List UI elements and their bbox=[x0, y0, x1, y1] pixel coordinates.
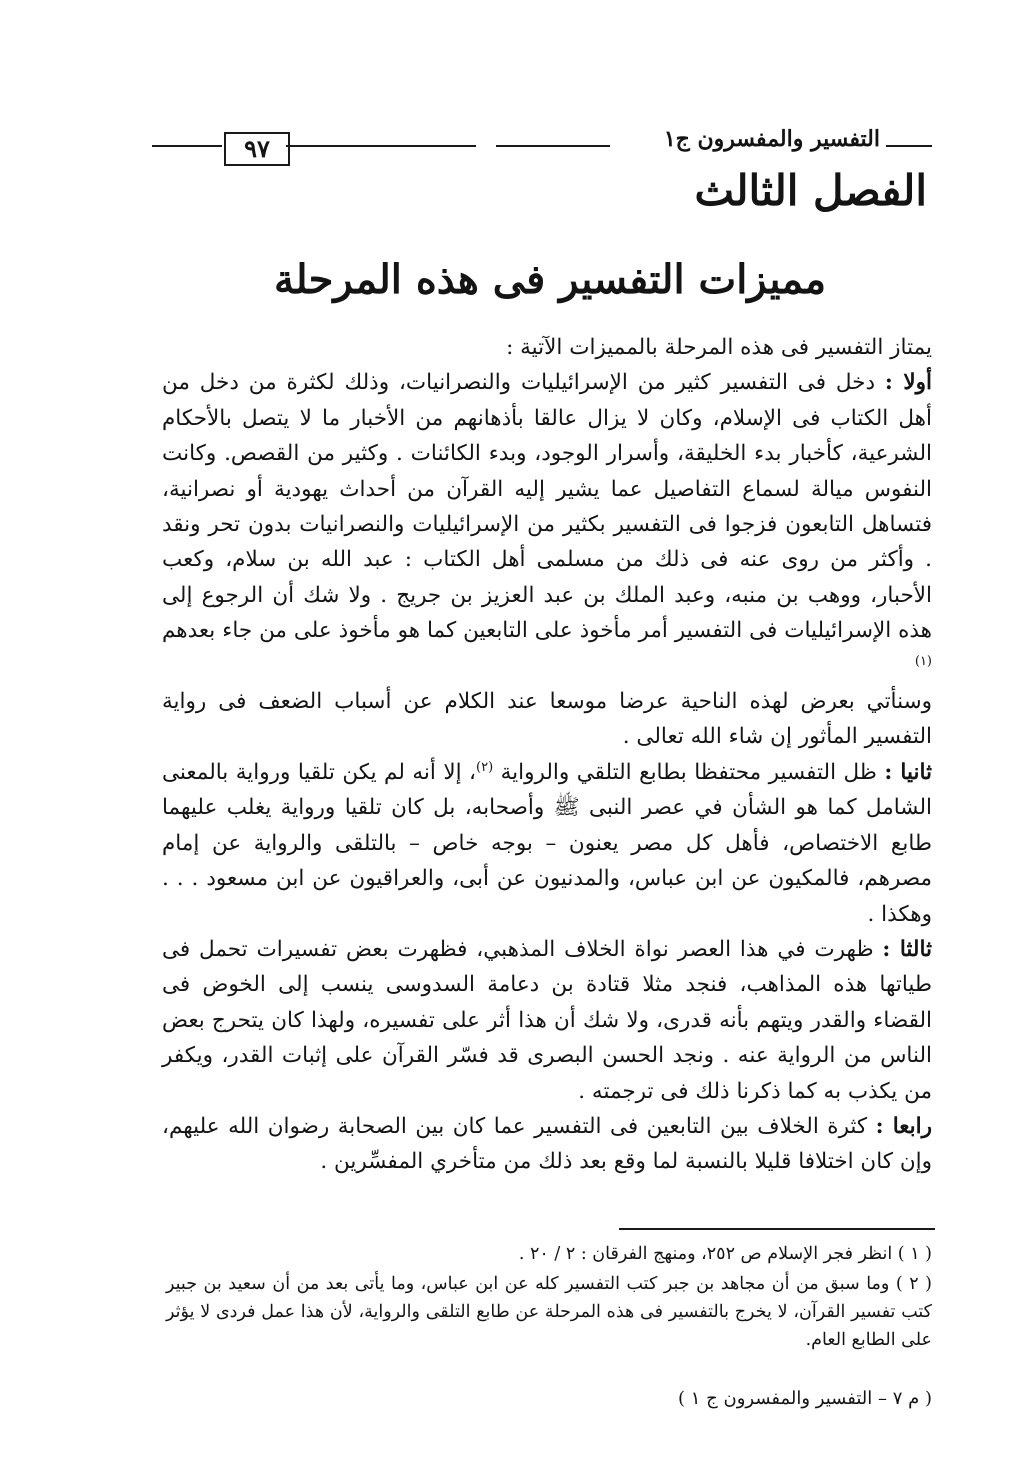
footnotes bbox=[166, 1240, 932, 1354]
point-lead: رابعا : bbox=[875, 1113, 933, 1139]
running-header bbox=[152, 126, 932, 166]
section-title: مميزات التفسير فى هذه المرحلة bbox=[273, 256, 826, 303]
footnote-1: ( ١ ) انظر فجر الإسلام ص ٢٥٢، ومنهج الفرقان : ٢ / ٢٠ . bbox=[518, 1244, 932, 1264]
page-number: ٩٧ bbox=[224, 132, 290, 166]
point-text: كثرة الخلاف بين التابعين فى التفسير عما كان بين الصحابة رضوان الله عليهم، وإن كان اختلافا قليلا بالنسبة لما وقع بعد ذلك من متأخري المفسِّرين . bbox=[162, 1113, 932, 1175]
point-text: وسنأتي بعرض لهذه الناحية عرضا موسعا عند الكلام عن أسباب الضعف فى رواية التفسير المأثور إن شاء الله تعالى . bbox=[162, 689, 932, 750]
point-lead: ثانيا : bbox=[884, 759, 932, 785]
point-text: ظل التفسير محتفظا بطابع التلقي والرواية bbox=[500, 759, 885, 785]
point-text: دخل فى التفسير كثير من الإسرائيليات والنصرانيات، وذلك لكثرة من دخل من أهل الكتاب فى الإسلام، وكان لا يزال عالقا بأذهانهم من الأخبار ما لا يتصل بالأحكام الشرعية، كأخبار بدء الخليقة، وأسرار الوجود، وبدء الكائنات . وكثير من القصص. وكانت النفوس ميالة لسماع التفاصيل عما يشير إليه القرآن من أحداث يهودية أو نصرانية، فتساهل التابعون فزجوا فى التفسير بكثير من الإسرائيليات والنصرانيات بدون تحر ونقد . وأكثر من روى عنه فى ذلك من مسلمى أهل الكتاب : عبد الله بن سلام، وكعب الأحبار، ووهب بن منبه، وعبد الملك بن عبد العزيز بن جريج . ولا شك أن الرجوع إلى هذه الإسرائيليات فى التفسير أمر مأخوذ على التابعين كما هو مأخوذ على من جاء بعدهم bbox=[162, 370, 932, 644]
paragraph-continuation bbox=[162, 684, 932, 755]
footnote-2: ( ٢ ) وما سبق من أن مجاهد بن جبر كتب التفسير كله عن ابن عباس، وما يأتى بعد من أن سعيد بن جبير كتب تفسير القرآن، لا يخرج بالتفسير فى هذه المرحلة عن طابع التلقى والرواية، لأن هذا عمل فردى لا يؤثر على الطابع العام. bbox=[166, 1274, 933, 1350]
chapter-title: الفصل الثالث bbox=[694, 166, 927, 215]
paragraph-first-point bbox=[162, 365, 932, 684]
header-rule-center bbox=[286, 145, 476, 147]
intro-paragraph: يمتاز التفسير فى هذه المرحلة بالمميزات الآتية : bbox=[506, 335, 932, 360]
running-header-title: التفسير والمفسرون ج١ bbox=[663, 126, 880, 152]
paragraph-third-point bbox=[162, 932, 932, 1109]
header-rule-left bbox=[152, 145, 222, 147]
paragraph-second-point bbox=[162, 755, 932, 932]
header-rule-middle bbox=[496, 145, 610, 147]
footnote-ref: (٢) bbox=[476, 759, 494, 775]
paragraph-fourth-point bbox=[162, 1109, 932, 1180]
point-lead: ثالثا : bbox=[882, 936, 932, 962]
point-text: ظهرت في هذا العصر نواة الخلاف المذهبي، فظهرت بعض تفسيرات تحمل فى طياتها هذه المذاهب، فنجد مثلا قتادة بن دعامة السدوسى ينسب إلى الخوض فى القضاء والقدر ويتهم بأنه قدرى، ولا شك أن هذا أثر على تفسيره، ولهذا كان يتحرج بعض الناس من الرواية عنه . ونجد الحسن البصرى قد فسّر القرآن على إثبات القدر، ويكفر من يكذب به كما ذكرنا ذلك فى ترجمته . bbox=[162, 936, 932, 1104]
point-lead: أولا : bbox=[884, 370, 932, 396]
signature-mark: ( م ٧ – التفسير والمفسرون ج ١ ) bbox=[678, 1388, 932, 1409]
header-rule-right bbox=[886, 145, 932, 147]
body-text bbox=[162, 330, 932, 1180]
footnote-separator bbox=[619, 1228, 935, 1230]
point-text-continued: ، إلا أنه لم يكن تلقيا ورواية بالمعنى الشامل كما هو الشأن في عصر النبى ﷺ وأصحابه، بل كان تلقيا ورواية يغلب عليهما طابع الاختصاص، فأهل كل مصر يعنون – بوجه خاص – بالتلقى والرواية عن إمام مصرهم، فالمكيون عن ابن عباس، والمدنيون عن أبى، والعراقيون عن ابن مسعود . . . وهكذا . bbox=[162, 759, 932, 927]
footnote-ref: (١) bbox=[914, 653, 932, 669]
